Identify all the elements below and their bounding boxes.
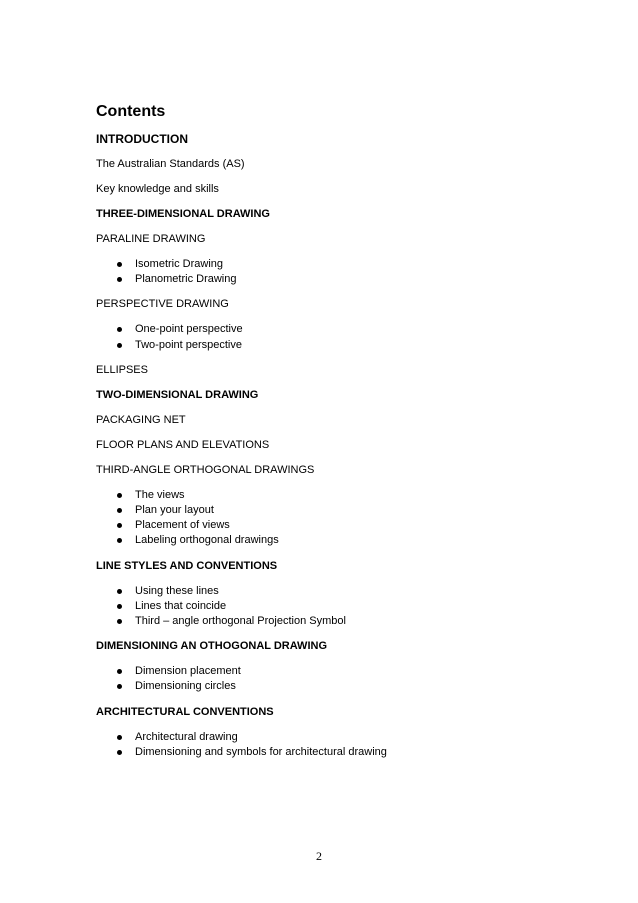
list-item-label: Placement of views bbox=[135, 519, 230, 532]
paraline-list bbox=[96, 257, 556, 287]
toc-entry-floor-plans: FLOOR PLANS AND ELEVATIONS bbox=[96, 438, 270, 451]
bullet-icon bbox=[117, 619, 122, 624]
bullet-icon bbox=[117, 538, 122, 543]
list-item bbox=[96, 322, 556, 337]
dimensioning-list bbox=[96, 664, 556, 694]
bullet-icon bbox=[117, 493, 122, 498]
toc-heading-dimensioning: DIMENSIONING AN OTHOGONAL DRAWING bbox=[96, 640, 327, 653]
list-item-label: Third – angle orthogonal Projection Symbol bbox=[135, 615, 346, 628]
list-item bbox=[96, 730, 556, 745]
list-item bbox=[96, 584, 556, 599]
list-item-label: One-point perspective bbox=[135, 323, 243, 336]
bullet-icon bbox=[117, 262, 122, 267]
list-item-label: Using these lines bbox=[135, 584, 219, 597]
list-item bbox=[96, 599, 556, 614]
page-title: Contents bbox=[96, 103, 166, 120]
table-of-contents bbox=[96, 102, 556, 770]
bullet-icon bbox=[117, 669, 122, 674]
toc-entry-ellipses: ELLIPSES bbox=[96, 363, 148, 376]
list-item-label: Dimensioning circles bbox=[135, 680, 236, 693]
list-item-label: Labeling orthogonal drawings bbox=[135, 534, 279, 547]
list-item-label: Dimension placement bbox=[135, 665, 241, 678]
list-item-label: Architectural drawing bbox=[135, 730, 238, 743]
list-item-label: Planometric Drawing bbox=[135, 273, 237, 286]
bullet-icon bbox=[117, 327, 122, 332]
perspective-list bbox=[96, 322, 556, 352]
list-item bbox=[96, 664, 556, 679]
list-item bbox=[96, 503, 556, 518]
bullet-icon bbox=[117, 604, 122, 609]
toc-heading-two-dimensional: TWO-DIMENSIONAL DRAWING bbox=[96, 388, 259, 401]
toc-entry-packaging-net: PACKAGING NET bbox=[96, 413, 186, 426]
toc-entry-key-knowledge: Key knowledge and skills bbox=[96, 183, 219, 195]
list-item bbox=[96, 488, 556, 503]
toc-heading-introduction: INTRODUCTION bbox=[96, 132, 188, 146]
bullet-icon bbox=[117, 589, 122, 594]
list-item-label: Isometric Drawing bbox=[135, 258, 224, 270]
bullet-icon bbox=[117, 523, 122, 528]
list-item-label: Lines that coincide bbox=[135, 599, 227, 612]
line-styles-list bbox=[96, 584, 556, 630]
list-item bbox=[96, 614, 556, 629]
toc-entry-third-angle: THIRD-ANGLE ORTHOGONAL DRAWINGS bbox=[96, 463, 315, 476]
toc-entry-australian-standards: The Australian Standards (AS) bbox=[96, 158, 245, 170]
list-item bbox=[96, 518, 556, 533]
list-item bbox=[96, 533, 556, 548]
bullet-icon bbox=[117, 735, 122, 740]
list-item-label: Two-point perspective bbox=[135, 338, 242, 351]
list-item bbox=[96, 745, 556, 760]
list-item bbox=[96, 257, 556, 272]
toc-heading-line-styles: LINE STYLES AND CONVENTIONS bbox=[96, 559, 278, 572]
third-angle-list bbox=[96, 488, 556, 549]
page-number: 2 bbox=[316, 849, 322, 863]
list-item bbox=[96, 338, 556, 353]
bullet-icon bbox=[117, 343, 122, 348]
toc-heading-three-dimensional: THREE-DIMENSIONAL DRAWING bbox=[96, 208, 270, 220]
toc-entry-paraline: PARALINE DRAWING bbox=[96, 233, 206, 245]
bullet-icon bbox=[117, 277, 122, 282]
toc-heading-architectural: ARCHITECTURAL CONVENTIONS bbox=[96, 705, 274, 718]
list-item bbox=[96, 272, 556, 287]
architectural-list bbox=[96, 730, 556, 760]
list-item-label: Dimensioning and symbols for architectural drawing bbox=[135, 745, 387, 758]
bullet-icon bbox=[117, 750, 122, 755]
list-item bbox=[96, 679, 556, 694]
list-item-label: Plan your layout bbox=[135, 504, 214, 517]
toc-entry-perspective: PERSPECTIVE DRAWING bbox=[96, 298, 229, 311]
bullet-icon bbox=[117, 684, 122, 689]
bullet-icon bbox=[117, 508, 122, 513]
list-item-label: The views bbox=[135, 488, 185, 501]
